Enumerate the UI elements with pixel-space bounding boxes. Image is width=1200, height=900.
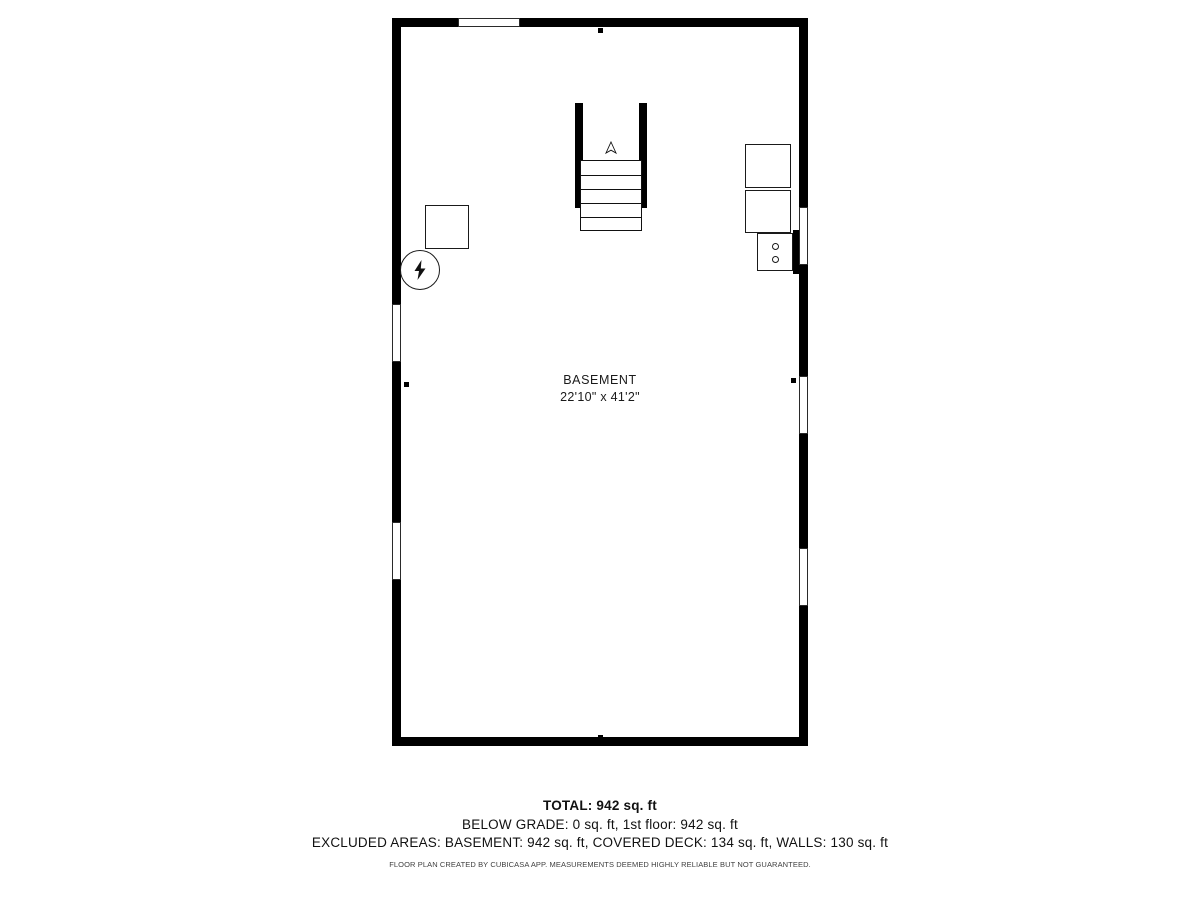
- window-right-lower: [799, 548, 808, 606]
- window-left-lower: [392, 522, 401, 580]
- up-arrow-icon: [604, 141, 618, 155]
- utility-unit-connector: [793, 230, 799, 274]
- room-name: BASEMENT: [563, 373, 637, 387]
- wall-tick-top: [598, 28, 603, 33]
- room-dimensions: 22'10" x 41'2": [560, 389, 640, 404]
- excluded-areas-text: EXCLUDED AREAS: BASEMENT: 942 sq. ft, COVERED DECK: 134 sq. ft, WALLS: 130 sq. ft: [311, 835, 889, 850]
- fixture-furnace: [745, 144, 791, 188]
- electrical-bolt-icon: [413, 260, 427, 280]
- wall-tick-left: [404, 382, 409, 387]
- window-left-upper: [392, 304, 401, 362]
- area-breakdown-text: BELOW GRADE: 0 sq. ft, 1st floor: 942 sq. ft: [462, 817, 738, 832]
- fixture-utility-unit: [757, 233, 793, 271]
- knob-icon: [772, 256, 779, 263]
- electrical-panel-symbol: [400, 250, 440, 290]
- knob-icon: [772, 243, 779, 250]
- area-summary: [0, 798, 1200, 869]
- wall-tick-bottom: [598, 735, 603, 740]
- total-area-text: TOTAL: 942 sq. ft: [543, 798, 657, 813]
- window-right-middle: [799, 376, 808, 434]
- window-top: [458, 18, 520, 27]
- fixture-water-heater: [425, 205, 469, 249]
- room-label-basement: [450, 372, 750, 406]
- fixture-appliance: [745, 190, 791, 233]
- stair-treads: [580, 160, 642, 231]
- staircase: [575, 103, 647, 231]
- window-right-upper: [799, 207, 808, 265]
- disclaimer-text: FLOOR PLAN CREATED BY CUBICASA APP. MEASUREMENTS DEEMED HIGHLY RELIABLE BUT NOT GUARANTEED.: [389, 860, 811, 869]
- wall-tick-right: [791, 378, 796, 383]
